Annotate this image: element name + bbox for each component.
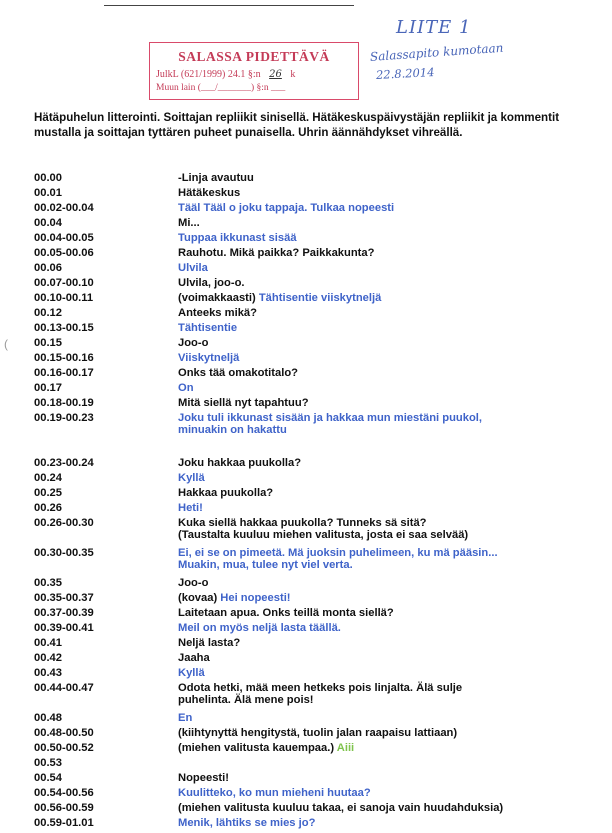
timestamp: 00.44-00.47 [34,682,94,694]
utterance [178,472,205,484]
timestamp: 00.43 [34,667,62,679]
utterance [178,592,291,604]
utterance [178,712,192,724]
timestamp: 00.35 [34,577,62,589]
utterance [178,487,273,499]
utterance-text: Laitetaan apua. Onks teillä monta siellä? [178,607,394,619]
utterance-text: Tuppaa ikkunast sisää [178,232,297,244]
handwritten-date: 22.8.2014 [375,64,435,82]
utterance [178,337,208,349]
utterance [178,322,237,334]
timestamp: 00.37-00.39 [34,607,94,619]
transcript-row [34,787,594,802]
utterance-text: Kuka siellä hakkaa puukolla? Tunneks sä sitä? [178,517,427,529]
victim-sound: Aiii [336,742,355,754]
transcript-row [34,292,594,307]
timestamp: 00.02-00.04 [34,202,94,214]
utterance-text: Joo-o [178,577,209,589]
utterance-text: Kyllä [178,667,205,679]
transcript-row [34,577,594,592]
utterance [178,742,354,754]
utterance [178,307,257,319]
utterance [178,547,498,571]
timestamp: 00.54-00.56 [34,787,94,799]
utterance-text: (miehen valitusta kauempaa.) [178,742,337,754]
transcript-row [34,667,594,682]
transcript-row [34,367,594,382]
utterance [178,217,200,229]
top-rule [104,5,354,6]
utterance-text: Meil on myös neljä lasta täällä. [178,622,341,634]
timestamp: 00.10-00.11 [34,292,94,304]
utterance-text: Joku tuli ikkunast sisään ja hakkaa mun miestäni puukol, [178,412,483,424]
timestamp: 00.39-00.41 [34,622,94,634]
timestamp: 00.48-00.50 [34,727,94,739]
utterance-text: Odota hetki, mää meen hetkeks pois linjalta. Älä sulje [178,682,463,694]
utterance-continuation: Muakin, mua, tulee nyt viel verta. [178,559,353,571]
utterance-text: (miehen valitusta kuuluu takaa, ei sanoja vain huudahduksia) [178,802,504,814]
timestamp: 00.16-00.17 [34,367,94,379]
utterance-text: Onks tää omakotitalo? [178,367,298,379]
stamp-law-prefix: JulkL (621/1999) 24.1 §:n [156,69,261,80]
utterance [178,682,462,706]
timestamp: 00.15-00.16 [34,352,94,364]
utterance-text: Ei, ei se on pimeetä. Mä juoksin puhelimeen, ku mä pääsin... [178,547,498,559]
transcript-row [34,817,594,832]
utterance-text: Hakkaa puukolla? [178,487,274,499]
utterance [178,262,208,274]
transcript-row [34,607,594,622]
timestamp: 00.48 [34,712,62,724]
transcript-row [34,727,594,742]
utterance [178,622,341,634]
timestamp: 00.05-00.06 [34,247,94,259]
timestamp: 00.35-00.37 [34,592,94,604]
utterance-text: -Linja avautuu [178,172,254,184]
transcript-row [34,502,594,517]
timestamp: 00.59-01.01 [34,817,94,829]
timestamp: 00.25 [34,487,62,499]
utterance-prefix: (kovaa) [178,592,221,604]
transcript-row [34,472,594,487]
transcript-row [34,742,594,757]
utterance-text: Ulvila, joo-o. [178,277,245,289]
timestamp: 00.01 [34,187,62,199]
utterance [178,292,381,304]
utterance-text: Hätäkeskus [178,187,241,199]
utterance-text: Tähtisentie viiskytneljä [258,292,382,304]
utterance [178,187,240,199]
utterance-text: Mi... [178,217,200,229]
utterance-text: Neljä lasta? [178,637,241,649]
utterance-text: Viiskytneljä [178,352,240,364]
utterance-text: Kyllä [178,472,205,484]
timestamp: 00.42 [34,652,62,664]
transcript-row [34,307,594,322]
timestamp: 00.13-00.15 [34,322,94,334]
utterance [178,772,229,784]
timestamp: 00.19-00.23 [34,412,94,424]
utterance-text: Tääl Tääl o joku tappaja. Tulkaa nopeesti [178,202,395,214]
stamp-title: SALASSA PIDETTÄVÄ [178,49,330,64]
timestamp: 00.18-00.19 [34,397,94,409]
utterance [178,247,374,259]
transcript-row [34,262,594,277]
timestamp: 00.23-00.24 [34,457,94,469]
utterance [178,457,301,469]
utterance [178,802,503,814]
utterance [178,637,240,649]
timestamp: 00.41 [34,637,62,649]
timestamp: 00.50-00.52 [34,742,94,754]
transcript-row [34,397,594,412]
utterance-text: On [178,382,194,394]
utterance [178,607,394,619]
utterance-text: Tähtisentie [178,322,238,334]
timestamp: 00.26 [34,502,62,514]
utterance [178,367,298,379]
utterance-text: Rauhotu. Mikä paikka? Paikkakunta? [178,247,375,259]
utterance-prefix: (voimakkaasti) [178,292,259,304]
timestamp: 00.04 [34,217,62,229]
stamp-law-line [156,69,295,80]
utterance-text: Hei nopeesti! [220,592,291,604]
transcript-intro: Hätäpuhelun litterointi. Soittajan repliikit sinisellä. Hätäkeskuspäivystäjän repliikit ja kommentit mustalla ja soittajan tyttären puheet punaisella. Uhrin äännähdykset vihreällä. [34,111,560,139]
transcript-row [34,337,594,352]
utterance [178,727,457,739]
transcript-row [34,172,594,187]
utterance-text: Menik, lähtiks se mies jo? [178,817,316,829]
transcript-row [34,652,594,667]
transcript-row [34,457,594,472]
utterance-continuation: (Taustalta kuuluu miehen valitusta, josta ei saa selvää) [178,529,469,541]
transcript-row [34,712,594,727]
transcript-row [34,517,594,547]
utterance [178,577,208,589]
stamp-section-number: 26 [269,69,282,80]
transcript-row [34,277,594,292]
timestamp: 00.04-00.05 [34,232,94,244]
timestamp: 00.07-00.10 [34,277,94,289]
timestamp: 00.26-00.30 [34,517,94,529]
transcript-row [34,247,594,262]
utterance-text: Jaaha [178,652,210,664]
utterance-text: Kuulitteko, ko mun mieheni huutaa? [178,787,371,799]
transcript-row [34,757,594,772]
utterance-text: Heti! [178,502,203,514]
utterance-text: (kiihtynyttä hengitystä, tuolin jalan raapaisu lattiaan) [178,727,458,739]
transcript-row [34,637,594,652]
utterance-text: Ulvila [178,262,208,274]
timestamp: 00.56-00.59 [34,802,94,814]
utterance [178,202,394,214]
utterance-text: Joo-o [178,337,209,349]
transcript-row [34,487,594,502]
confidential-stamp [149,42,359,100]
utterance [178,382,194,394]
utterance [178,787,371,799]
utterance-text: Mitä siellä nyt tapahtuu? [178,397,309,409]
transcript-row [34,202,594,217]
utterance-continuation: minuakin on hakattu [178,424,287,436]
utterance [178,502,203,514]
utterance [178,232,297,244]
utterance-text: Joku hakkaa puukolla? [178,457,302,469]
transcript-row [34,322,594,337]
transcript-row [34,382,594,397]
utterance-continuation: puhelinta. Älä mene pois! [178,694,314,706]
timestamp: 00.06 [34,262,62,274]
timestamp: 00.30-00.35 [34,547,94,559]
transcript-row [34,622,594,637]
utterance-text: En [178,712,193,724]
utterance-text: Nopeesti! [178,772,229,784]
utterance [178,652,210,664]
transcript-row [34,352,594,367]
transcript-row [34,217,594,232]
handwritten-declassified-note: Salassapito kumotaan [369,40,504,64]
utterance [178,172,254,184]
utterance [178,397,309,409]
transcript-row [34,772,594,787]
transcript-row [34,232,594,247]
transcript-row [34,682,594,712]
timestamp: 00.15 [34,337,62,349]
utterance [178,517,468,541]
handwritten-appendix-label: LIITE 1 [396,17,472,38]
utterance [178,817,315,829]
timestamp: 00.12 [34,307,62,319]
utterance [178,352,239,364]
stamp-other-law-line: Muun lain (___/_______) §:n ___ [156,83,286,93]
timestamp: 00.54 [34,772,62,784]
utterance [178,667,205,679]
timestamp: 00.53 [34,757,62,769]
transcript-row [34,802,594,817]
utterance [178,412,482,436]
stamp-law-suffix: k [290,69,296,80]
transcript-row [34,547,594,577]
transcript-table [34,172,594,832]
timestamp: 00.00 [34,172,62,184]
timestamp: 00.17 [34,382,62,394]
transcript-row [34,187,594,202]
timestamp: 00.24 [34,472,62,484]
transcript-row [34,412,594,442]
margin-mark: ( [4,337,8,351]
utterance [178,277,245,289]
transcript-row [34,592,594,607]
utterance-text: Anteeks mikä? [178,307,257,319]
